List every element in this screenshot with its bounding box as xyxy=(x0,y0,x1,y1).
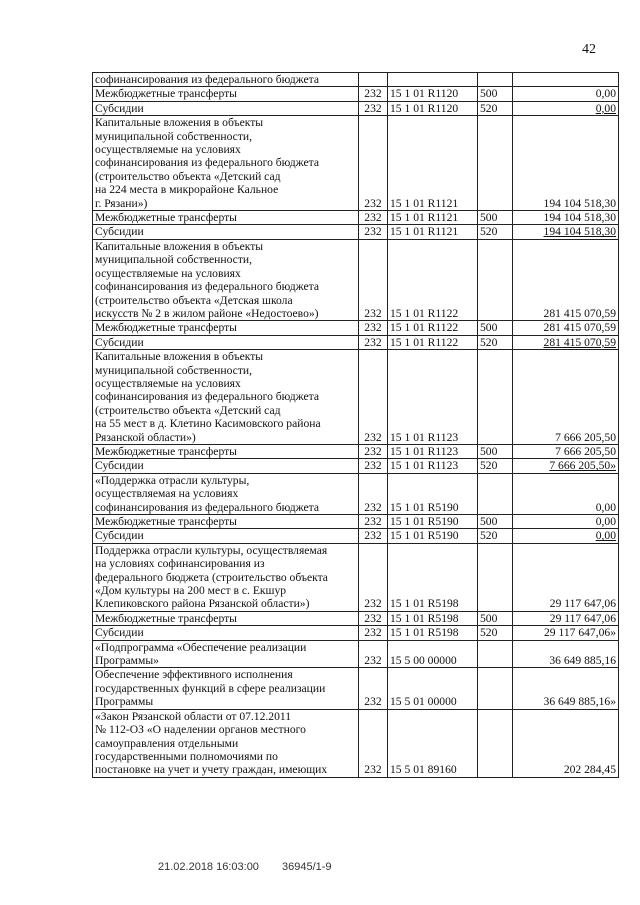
table-row xyxy=(93,626,619,640)
row-vr: 520 xyxy=(478,101,513,115)
row-name: Капитальные вложения в объекты муниципальной собственности, осуществляемые на условиях софинансирования из федерального бюджета (строительство объекта «Детская школа искусств № 2 в жилом районе «Недостоево») xyxy=(93,239,359,320)
row-name: Субсидии xyxy=(93,101,359,115)
row-csr: 15 1 01 R1122 xyxy=(388,321,478,335)
row-sum xyxy=(513,73,619,87)
row-sum: 202 284,45 xyxy=(513,709,619,777)
row-name: Капитальные вложения в объекты муниципальной собственности, осуществляемые на условиях софинансирования из федерального бюджета (строительство объекта «Детский сад на 55 мест в д. Клетино Касимовского района Рязанской области») xyxy=(93,350,359,445)
row-name: Субсидии xyxy=(93,626,359,640)
table-row xyxy=(93,239,619,320)
footer-doc-code: 36945/1-9 xyxy=(282,861,332,873)
row-csr: 15 1 01 R1120 xyxy=(388,101,478,115)
row-ved: 232 xyxy=(359,640,388,668)
table-row xyxy=(93,350,619,445)
row-name: Межбюджетные трансферты xyxy=(93,321,359,335)
row-sum: 0,00 xyxy=(513,473,619,514)
row-sum: 29 117 647,06 xyxy=(513,611,619,625)
row-vr: 520 xyxy=(478,626,513,640)
row-name: Межбюджетные трансферты xyxy=(93,515,359,529)
row-sum: 0,00 xyxy=(513,101,619,115)
row-ved: 232 xyxy=(359,335,388,349)
row-csr: 15 1 01 R5198 xyxy=(388,611,478,625)
row-ved: 232 xyxy=(359,239,388,320)
row-vr: 520 xyxy=(478,459,513,473)
row-name: Межбюджетные трансферты xyxy=(93,211,359,225)
row-vr xyxy=(478,239,513,320)
table-row xyxy=(93,668,619,709)
row-name: Межбюджетные трансферты xyxy=(93,444,359,458)
row-vr xyxy=(478,350,513,445)
row-csr: 15 1 01 R5190 xyxy=(388,473,478,514)
row-csr: 15 5 01 89160 xyxy=(388,709,478,777)
table-row xyxy=(93,709,619,777)
table-row xyxy=(93,335,619,349)
row-vr xyxy=(478,473,513,514)
row-ved: 232 xyxy=(359,116,388,211)
table-row xyxy=(93,640,619,668)
row-ved: 232 xyxy=(359,668,388,709)
table-row xyxy=(93,101,619,115)
row-csr xyxy=(388,73,478,87)
row-vr xyxy=(478,116,513,211)
row-vr: 500 xyxy=(478,87,513,101)
row-ved: 232 xyxy=(359,321,388,335)
table-row xyxy=(93,543,619,611)
row-ved: 232 xyxy=(359,515,388,529)
row-name: «Подпрограмма «Обеспечение реализации Программы» xyxy=(93,640,359,668)
row-ved: 232 xyxy=(359,611,388,625)
row-csr: 15 1 01 R5190 xyxy=(388,529,478,543)
row-name: Субсидии xyxy=(93,459,359,473)
row-vr: 500 xyxy=(478,321,513,335)
row-csr: 15 1 01 R1121 xyxy=(388,211,478,225)
row-name: «Поддержка отрасли культуры, осуществляемая на условиях софинансирования из федерального бюджета xyxy=(93,473,359,514)
row-ved: 232 xyxy=(359,87,388,101)
row-vr xyxy=(478,640,513,668)
row-vr: 520 xyxy=(478,225,513,239)
row-name: Субсидии xyxy=(93,335,359,349)
row-vr xyxy=(478,709,513,777)
row-sum: 194 104 518,30 xyxy=(513,116,619,211)
table-row xyxy=(93,459,619,473)
row-csr: 15 5 01 00000 xyxy=(388,668,478,709)
row-name: Субсидии xyxy=(93,529,359,543)
row-ved: 232 xyxy=(359,626,388,640)
row-vr xyxy=(478,73,513,87)
table-row xyxy=(93,444,619,458)
row-csr: 15 1 01 R1122 xyxy=(388,335,478,349)
row-ved: 232 xyxy=(359,473,388,514)
row-sum: 0,00 xyxy=(513,515,619,529)
row-vr: 500 xyxy=(478,444,513,458)
row-ved xyxy=(359,73,388,87)
row-name: Межбюджетные трансферты xyxy=(93,87,359,101)
row-name: Поддержка отрасли культуры, осуществляемая на условиях софинансирования из федерального бюджета (строительство объекта «Дом культуры на 200 мест в с. Екшур Клепиковского района Рязанской области») xyxy=(93,543,359,611)
row-sum: 29 117 647,06 xyxy=(513,543,619,611)
row-sum: 194 104 518,30 xyxy=(513,225,619,239)
row-sum: 194 104 518,30 xyxy=(513,211,619,225)
table-row xyxy=(93,211,619,225)
row-ved: 232 xyxy=(359,101,388,115)
row-sum: 29 117 647,06» xyxy=(513,626,619,640)
row-ved: 232 xyxy=(359,709,388,777)
page-number: 42 xyxy=(582,42,596,57)
row-csr: 15 1 01 R1120 xyxy=(388,87,478,101)
table-row xyxy=(93,611,619,625)
row-sum: 7 666 205,50» xyxy=(513,459,619,473)
row-sum: 36 649 885,16» xyxy=(513,668,619,709)
row-ved: 232 xyxy=(359,225,388,239)
row-vr: 500 xyxy=(478,611,513,625)
row-name: софинансирования из федерального бюджета xyxy=(93,73,359,87)
row-sum: 281 415 070,59 xyxy=(513,321,619,335)
table-row xyxy=(93,473,619,514)
row-csr: 15 1 01 R5198 xyxy=(388,543,478,611)
row-csr: 15 5 00 00000 xyxy=(388,640,478,668)
row-vr xyxy=(478,543,513,611)
table-row xyxy=(93,73,619,87)
table-row xyxy=(93,116,619,211)
row-name: Межбюджетные трансферты xyxy=(93,611,359,625)
row-sum: 7 666 205,50 xyxy=(513,350,619,445)
row-sum: 7 666 205,50 xyxy=(513,444,619,458)
footer-datetime: 21.02.2018 16:03:00 xyxy=(158,861,259,873)
table-row xyxy=(93,87,619,101)
row-sum: 281 415 070,59 xyxy=(513,335,619,349)
row-name: Обеспечение эффективного исполнения государственных функций в сфере реализации Программы xyxy=(93,668,359,709)
table-row xyxy=(93,225,619,239)
row-name: «Закон Рязанской области от 07.12.2011 № 112-ОЗ «О наделении органов местного самоуправления отдельными государственными полномочиями по постановке на учет и учету граждан, имеющих xyxy=(93,709,359,777)
table-row xyxy=(93,515,619,529)
table-row xyxy=(93,529,619,543)
row-name: Субсидии xyxy=(93,225,359,239)
row-sum: 36 649 885,16 xyxy=(513,640,619,668)
row-ved: 232 xyxy=(359,459,388,473)
row-ved: 232 xyxy=(359,529,388,543)
row-sum: 0,00 xyxy=(513,87,619,101)
row-csr: 15 1 01 R5190 xyxy=(388,515,478,529)
row-sum: 0,00 xyxy=(513,529,619,543)
table-row xyxy=(93,321,619,335)
row-vr xyxy=(478,668,513,709)
budget-table xyxy=(92,72,619,778)
row-csr: 15 1 01 R1121 xyxy=(388,225,478,239)
row-csr: 15 1 01 R5198 xyxy=(388,626,478,640)
row-ved: 232 xyxy=(359,543,388,611)
row-csr: 15 1 01 R1122 xyxy=(388,239,478,320)
row-csr: 15 1 01 R1123 xyxy=(388,350,478,445)
row-vr: 500 xyxy=(478,515,513,529)
row-vr: 520 xyxy=(478,335,513,349)
row-name: Капитальные вложения в объекты муниципальной собственности, осуществляемые на условиях софинансирования из федерального бюджета (строительство объекта «Детский сад на 224 места в микрорайоне Кальное г. Рязани») xyxy=(93,116,359,211)
row-vr: 520 xyxy=(478,529,513,543)
row-csr: 15 1 01 R1121 xyxy=(388,116,478,211)
row-vr: 500 xyxy=(478,211,513,225)
row-ved: 232 xyxy=(359,211,388,225)
row-csr: 15 1 01 R1123 xyxy=(388,444,478,458)
row-ved: 232 xyxy=(359,350,388,445)
row-csr: 15 1 01 R1123 xyxy=(388,459,478,473)
row-ved: 232 xyxy=(359,444,388,458)
row-sum: 281 415 070,59 xyxy=(513,239,619,320)
